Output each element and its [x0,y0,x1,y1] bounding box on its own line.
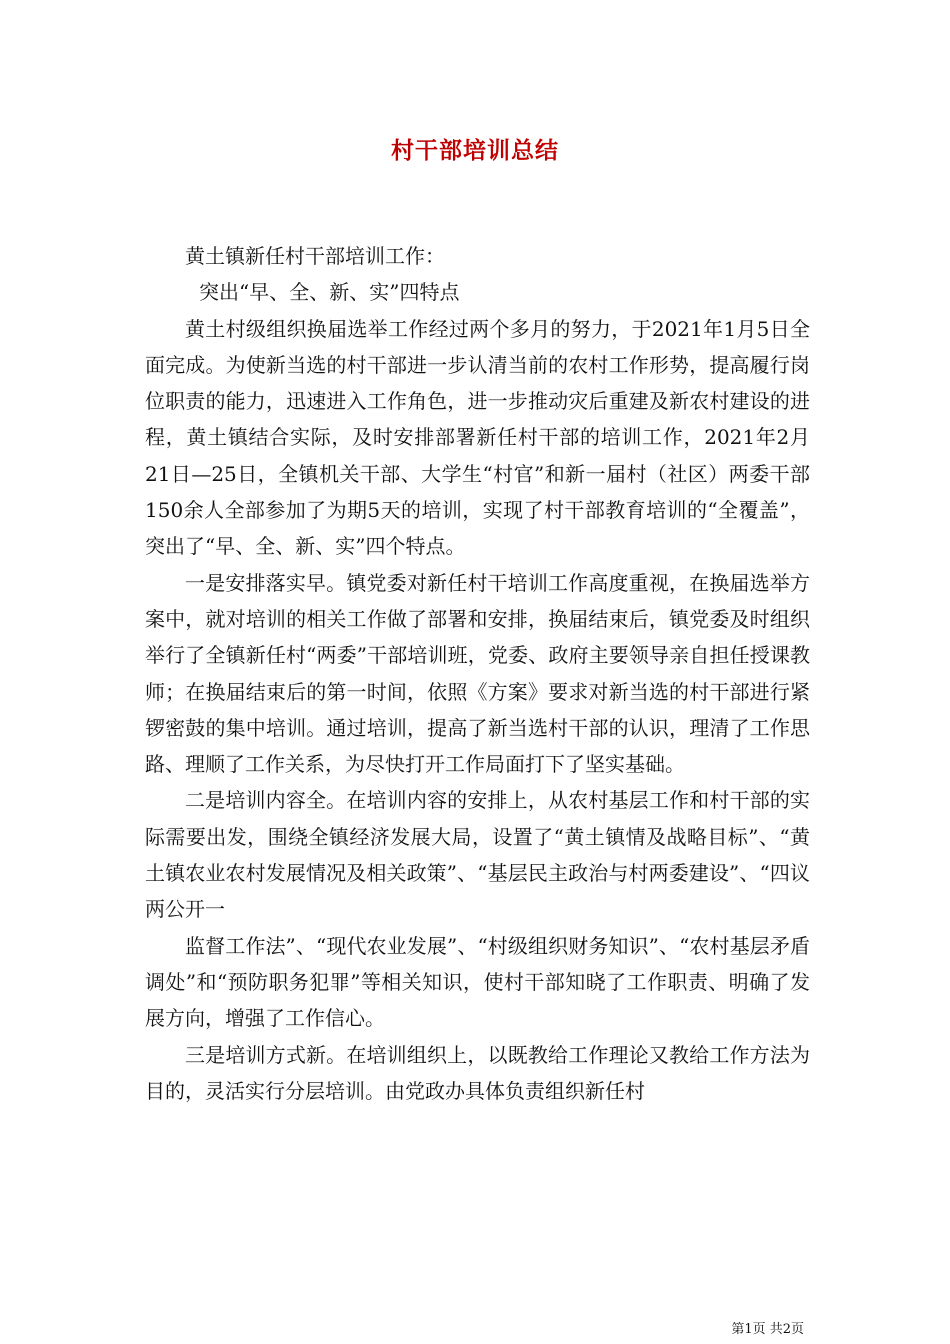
page-number: 第1页 共2页 [731,1322,804,1337]
paragraph-3: 黄土村级组织换届选举工作经过两个多月的努力，于2021年1月5日全面完成。为使新当选的村干部进一步认清当前的农村工作形势，提高履行岗位职责的能力，迅速进入工作角色，进一步推动灾后重建及新农村建设的进程，黄土镇结合实际，及时安排部署新任村干部的培训工作，2021年2月21日—25日，全镇机关干部、大学生“村官”和新一届村（社区）两委干部150余人全部参加了为期5天的培训，实现了村干部教育培训的“全覆盖”，突出了“早、全、新、实”四个特点。 [145,316,810,559]
document-body [145,238,810,1109]
paragraph-5: 二是培训内容全。在培训内容的安排上，从农村基层工作和村干部的实际需要出发，围绕全镇经济发展大局，设置了“黄土镇情及战略目标”、“黄土镇农业农村发展情况及相关政策”、“基层民主政治与村两委建设”、“四议两公开一 [145,788,810,922]
paragraph-6: 监督工作法”、“现代农业发展”、“村级组织财务知识”、“农村基层矛盾调处”和“预防职务犯罪”等相关知识，使村干部知晓了工作职责、明确了发展方向，增强了工作信心。 [145,933,810,1031]
document-title: 村干部培训总结 [391,137,559,164]
paragraph-7: 三是培训方式新。在培训组织上，以既教给工作理论又教给工作方法为目的，灵活实行分层培训。由党政办具体负责组织新任村 [145,1042,810,1103]
paragraph-2: 突出“早、全、新、实”四特点 [199,280,460,305]
paragraph-4: 一是安排落实早。镇党委对新任村干培训工作高度重视，在换届选举方案中，就对培训的相关工作做了部署和安排，换届结束后，镇党委及时组织举行了全镇新任村“两委”干部培训班，党委、政府主要领导亲自担任授课教师；在换届结束后的第一时间，依照《方案》要求对新当选的村干部进行紧锣密鼓的集中培训。通过培训，提高了新当选村干部的认识，理清了工作思路、理顺了工作关系，为尽快打开工作局面打下了坚实基础。 [145,570,810,777]
paragraph-1: 黄土镇新任村干部培训工作： [185,244,445,268]
